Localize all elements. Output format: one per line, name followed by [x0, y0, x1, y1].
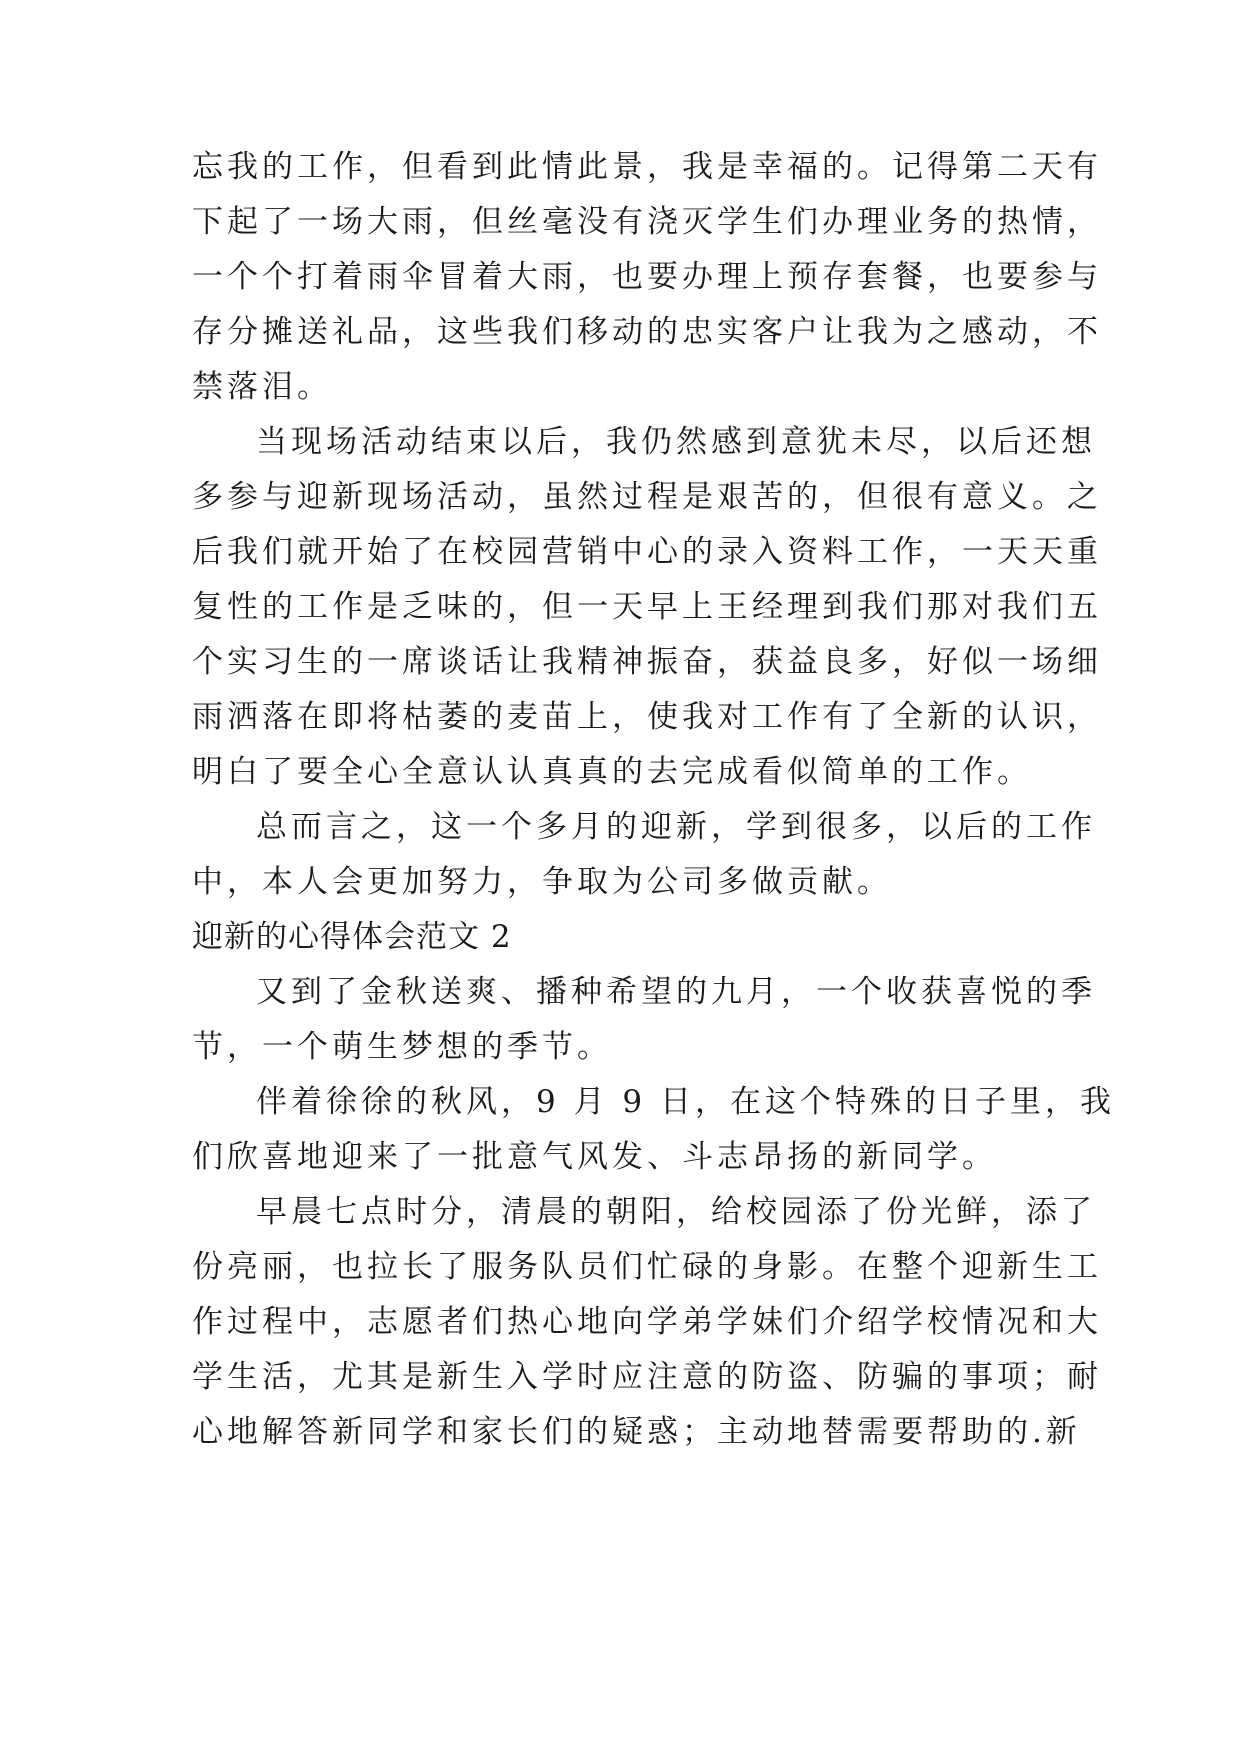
text-line: 个实习生的一席谈话让我精神振奋，获益良多，好似一场细	[192, 644, 1102, 680]
text-line: 作过程中，志愿者们热心地向学弟学妹们介绍学校情况和大	[192, 1304, 1102, 1340]
text-line: 心地解答新同学和家长们的疑惑；主动地替需要帮助的.新	[192, 1414, 1081, 1450]
paragraph-first-line: 早晨七点时分，清晨的朝阳，给校园添了份光鲜，添了	[256, 1194, 1096, 1230]
text-line: 节，一个萌生梦想的季节。	[192, 1029, 612, 1065]
paragraph-first-line: 又到了金秋送爽、播种希望的九月，一个收获喜悦的季	[256, 974, 1096, 1010]
section-heading: 迎新的心得体会范文 2	[192, 919, 512, 955]
text-line: 禁落泪。	[192, 369, 332, 405]
text-line: 后我们就开始了在校园营销中心的录入资料工作，一天天重	[192, 534, 1102, 570]
text-line: 下起了一场大雨，但丝毫没有浇灭学生们办理业务的热情，	[192, 204, 1102, 240]
paragraph-first-line: 总而言之，这一个多月的迎新，学到很多，以后的工作	[256, 809, 1096, 845]
text-line: 复性的工作是乏味的，但一天早上王经理到我们那对我们五	[192, 589, 1102, 625]
text-line: 一个个打着雨伞冒着大雨，也要办理上预存套餐，也要参与	[192, 259, 1102, 295]
text-line: 中，本人会更加努力，争取为公司多做贡献。	[192, 864, 892, 900]
text-line: 明白了要全心全意认认真真的去完成看似简单的工作。	[192, 754, 1032, 790]
text-line: 份亮丽，也拉长了服务队员们忙碌的身影。在整个迎新生工	[192, 1249, 1102, 1285]
text-line: 存分摊送礼品，这些我们移动的忠实客户让我为之感动，不	[192, 314, 1102, 350]
text-line: 学生活，尤其是新生入学时应注意的防盗、防骗的事项；耐	[192, 1359, 1102, 1395]
paragraph-first-line: 伴着徐徐的秋风，9 月 9 日，在这个特殊的日子里，我	[256, 1084, 1116, 1120]
text-line: 忘我的工作，但看到此情此景，我是幸福的。记得第二天有	[192, 149, 1102, 185]
paragraph-first-line: 当现场活动结束以后，我仍然感到意犹未尽，以后还想	[256, 424, 1096, 460]
text-line: 们欣喜地迎来了一批意气风发、斗志昂扬的新同学。	[192, 1139, 997, 1175]
text-line: 雨洒落在即将枯萎的麦苗上，使我对工作有了全新的认识，	[192, 699, 1102, 735]
text-line: 多参与迎新现场活动，虽然过程是艰苦的，但很有意义。之	[192, 479, 1102, 515]
